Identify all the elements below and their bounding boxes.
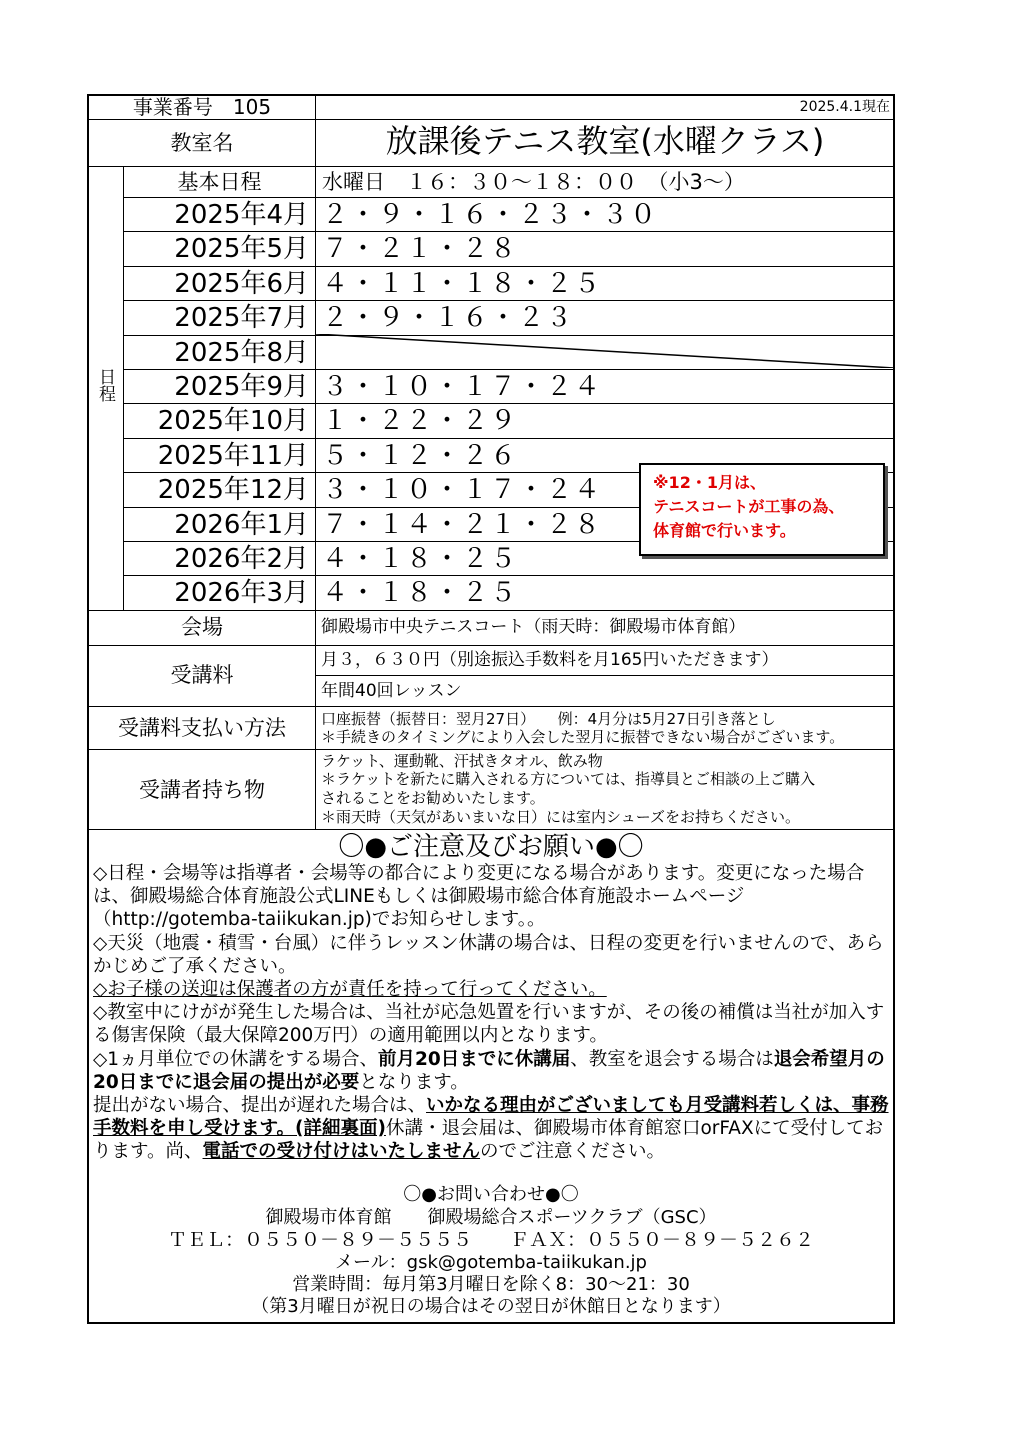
divider xyxy=(124,266,894,267)
payment-line: ＊手続きのタイミングにより入会した翌月に振替できない場合がございます。 xyxy=(321,728,845,746)
schedule-dates: ３・１０・１７・２４ xyxy=(322,372,603,402)
divider xyxy=(88,610,894,611)
schedule-month: 2026年2月 xyxy=(174,544,309,574)
schedule-dates: ５・１２・２６ xyxy=(322,440,519,471)
notice-item: 提出がない場合、提出が遅れた場合は、いかなる理由がございましても月受講料若しくは、事務手数料を申し受けます。(詳細裏面)休講・退会届は、御殿場市体育館窓口orFAXにて受付しております。尚、電話での受け付けはいたしませんのでご注意ください。 xyxy=(93,1095,889,1163)
schedule-month: 2025年8月 xyxy=(174,337,309,368)
schedule-dates: １・２２・２９ xyxy=(322,406,519,437)
schedule-dates: ４・１１・１８・２５ xyxy=(322,268,603,299)
notice-item: ◇天災（地震・積雪・台風）に伴うレッスン休講の場合は、日程の変更を行いませんので、あらかじめご了承ください。 xyxy=(93,932,884,977)
belongings-line: ＊雨天時（天気があいまいな日）には室内シューズをお持ちください。 xyxy=(321,808,800,826)
contact-orgs: 御殿場市体育館 御殿場総合スポーツクラブ（GSC） xyxy=(265,1207,717,1228)
fee-value: 月３，６３０円（別途振込手数料を月165円いただきます） xyxy=(321,650,779,670)
notice-item: ◇日程・会場等は指導者・会場等の都合により変更になる場合があります。変更になった場合は、御殿場総合体育施設公式LINEもしくは御殿場市総合体育施設ホームページ（http://gotemba-taiikukan.jp)でお知らせします。。 xyxy=(93,863,865,931)
schedule-dates: ７・１４・２１・２８ xyxy=(322,509,603,540)
belongings-line: されることをお勧めいたします。 xyxy=(321,789,545,807)
notices-title: 〇●ご注意及びお願い●〇 xyxy=(338,832,644,862)
venue-label: 会場 xyxy=(181,615,223,639)
divider xyxy=(88,119,894,120)
contact-phones: ＴＥＬ：０５５０－８９－５５５５ ＦＡＸ：０５５０－８９－５２６２ xyxy=(167,1229,814,1251)
class-name: 放課後テニス教室(水曜クラス) xyxy=(385,122,825,160)
divider xyxy=(124,438,894,439)
schedule-note xyxy=(639,463,885,556)
contact-title: 〇●お問い合わせ●〇 xyxy=(403,1184,579,1205)
schedule-dates: ７・２１・２８ xyxy=(322,234,519,265)
notice-item: ◇お子様の送迎は保護者の方が責任を持って行ってください。 xyxy=(93,979,607,1001)
divider xyxy=(123,166,124,610)
divider xyxy=(124,575,894,576)
schedule-month: 2025年7月 xyxy=(174,303,309,334)
note-line: ※12・1月は、 xyxy=(653,473,766,492)
notice-item: ◇教室中にけがが発生した場合は、当社が応急処置を行いますが、その後の補償は当社が加入する傷害保険（最大保障200万円）の適用範囲以内となります。 xyxy=(93,1002,885,1047)
schedule-dates: ３・１０・１７・２４ xyxy=(322,475,603,506)
divider xyxy=(124,300,894,301)
venue-value: 御殿場市中央テニスコート（雨天時：御殿場市体育館） xyxy=(321,617,746,637)
divider xyxy=(124,369,894,370)
schedule-dates: ４・１８・２５ xyxy=(322,544,519,574)
divider xyxy=(315,95,316,651)
schedule-month: 2026年1月 xyxy=(174,509,309,540)
schedule-month: 2025年4月 xyxy=(174,200,309,230)
notices-body xyxy=(93,862,893,1164)
schedule-month: 2025年12月 xyxy=(157,475,309,506)
schedule-dates: ４・１８・２５ xyxy=(322,578,519,609)
divider xyxy=(88,166,894,167)
schedule-month: 2025年5月 xyxy=(174,234,309,265)
fee-label: 受講料 xyxy=(170,663,234,687)
divider xyxy=(124,197,894,198)
divider xyxy=(124,231,894,232)
payment-label: 受講料支払い方法 xyxy=(118,716,286,740)
basic-schedule-label: 基本日程 xyxy=(177,170,262,194)
divider xyxy=(315,645,316,829)
no-class-diagonal xyxy=(316,334,894,368)
schedule-month: 2025年10月 xyxy=(157,406,309,437)
schedule-dates: ２・９・１６・２３・３０ xyxy=(322,200,659,230)
divider xyxy=(88,749,894,750)
as-of-date: 2025.4.1現在 xyxy=(799,99,890,115)
schedule-dates: ２・９・１６・２３ xyxy=(322,303,575,334)
contact-email: メール：gsk@gotemba-taiikukan.jp xyxy=(335,1252,647,1273)
schedule-month: 2025年11月 xyxy=(157,440,309,471)
belongings-line: ＊ラケットを新たに購入される方については、指導員とご相談の上ご購入 xyxy=(321,770,815,788)
notice-item: ◇1ヵ月単位での休講をする場合、前月20日までに休講届、教室を退会する場合は退会希望月の20日までに退会届の提出が必要となります。 xyxy=(93,1048,885,1093)
schedule-side-label: 日程 xyxy=(95,368,115,402)
fee-lessons: 年間40回レッスン xyxy=(321,681,462,701)
belongings-line: ラケット、運動靴、汗拭きタオル、飲み物 xyxy=(321,752,603,770)
divider xyxy=(315,675,894,676)
schedule-month: 2025年6月 xyxy=(174,268,309,299)
payment-line: 口座振替（振替日：翌月27日） 例：4月分は5月27日引き落とし xyxy=(321,710,776,728)
schedule-month: 2025年9月 xyxy=(174,372,309,402)
contact-holiday: （第3月曜日が祝日の場合はその翌日が休館日となります） xyxy=(251,1296,731,1317)
divider xyxy=(88,706,894,707)
belongings-label: 受講者持ち物 xyxy=(139,778,265,802)
class-label: 教室名 xyxy=(170,131,234,155)
divider xyxy=(88,645,894,646)
divider xyxy=(124,403,894,404)
basic-schedule-value: 水曜日 １６：３０～１８：００ （小3～） xyxy=(322,170,745,194)
note-line: テニスコートが工事の為、 xyxy=(653,497,845,516)
note-line: 体育館で行います。 xyxy=(653,521,796,540)
schedule-month: 2026年3月 xyxy=(174,578,309,609)
contact-hours: 営業時間：毎月第3月曜日を除く8：30～21：30 xyxy=(292,1274,690,1295)
divider xyxy=(88,829,894,830)
project-number: 事業番号 105 xyxy=(132,95,272,119)
